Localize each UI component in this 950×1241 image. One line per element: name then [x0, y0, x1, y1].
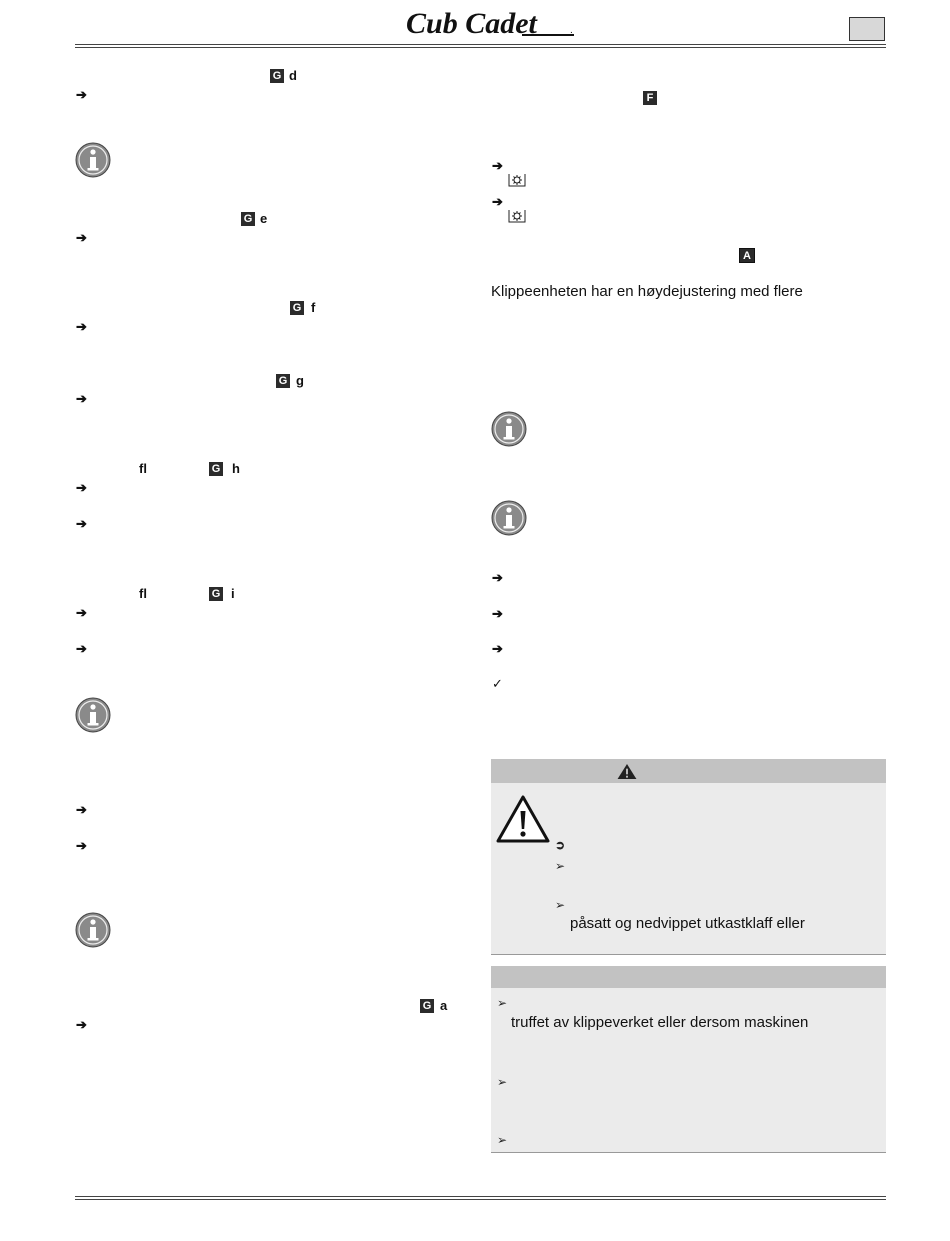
triangle-bullet: ➢ [555, 859, 566, 873]
ref-label-h: h [232, 461, 240, 476]
caution-panel [491, 988, 886, 1152]
arrow-bullet: ➔ [492, 194, 503, 209]
language-box [849, 17, 885, 41]
arrow-bullet: ➔ [76, 838, 87, 853]
ref-badge-g-g: G [276, 374, 290, 388]
ref-label-i: i [231, 586, 235, 601]
ref-badge-g-d: G [270, 69, 284, 83]
ref-badge-g-f: G [290, 301, 304, 315]
footer-rule-top [75, 1196, 886, 1197]
ref-badge-g-h: G [209, 462, 223, 476]
body-text: Klippeenheten har en høydejustering med flere [491, 283, 803, 300]
info-icon [75, 142, 111, 178]
cub-cadet-logo [402, 2, 582, 42]
warning-triangle-icon [496, 795, 550, 843]
triangle-bullet: ➢ [555, 898, 566, 912]
triangle-bullet: ➢ [497, 1075, 508, 1089]
warning-text-line: påsatt og nedvippet utkastklaff eller [570, 915, 805, 932]
arrow-bullet: ➔ [492, 641, 503, 656]
ref-label-f: f [311, 300, 316, 315]
caution-panel-bottom [491, 1152, 886, 1153]
circle-bullet: ➲ [555, 838, 566, 852]
arrow-bullet: ➔ [76, 641, 87, 656]
info-icon [491, 411, 527, 447]
ref-badge-g-e: G [241, 212, 255, 226]
info-icon [75, 697, 111, 733]
ref-label-g: g [296, 373, 304, 388]
caution-text-line: truffet av klippeverket eller dersom maskinen [511, 1014, 809, 1031]
info-icon [75, 912, 111, 948]
warning-small-icon [616, 763, 638, 780]
ref-badge-g-a: G [420, 999, 434, 1013]
arrow-bullet: ➔ [76, 319, 87, 334]
check-mark: ✓ [492, 676, 503, 691]
gear-setting-icon [508, 209, 526, 223]
footer-rule-bottom [75, 1199, 886, 1200]
gear-setting-icon [508, 173, 526, 187]
ref-prefix-fl: fl [139, 461, 147, 476]
brand-mark: . [570, 25, 573, 36]
warning-panel [491, 783, 886, 954]
caution-header-bar [491, 966, 886, 988]
arrow-bullet: ➔ [76, 516, 87, 531]
arrow-bullet: ➔ [76, 391, 87, 406]
header-rule-bottom [75, 47, 886, 48]
ref-label-e: e [260, 211, 268, 226]
arrow-bullet: ➔ [76, 230, 87, 245]
arrow-bullet: ➔ [76, 802, 87, 817]
ref-label-d: d [289, 68, 297, 83]
arrow-bullet: ➔ [492, 606, 503, 621]
arrow-bullet: ➔ [492, 570, 503, 585]
ref-badge-a: A [739, 248, 755, 263]
arrow-bullet: ➔ [76, 605, 87, 620]
arrow-bullet: ➔ [76, 480, 87, 495]
ref-badge-f: F [643, 91, 657, 105]
ref-badge-g-i: G [209, 587, 223, 601]
arrow-bullet: ➔ [492, 158, 503, 173]
ref-label-a: a [440, 998, 448, 1013]
info-icon [491, 500, 527, 536]
arrow-bullet: ➔ [76, 1017, 87, 1032]
triangle-bullet: ➢ [497, 996, 508, 1010]
ref-prefix-fl: fl [139, 586, 147, 601]
arrow-bullet: ➔ [76, 87, 87, 102]
warning-header-bar [491, 759, 886, 783]
warning-panel-bottom [491, 954, 886, 955]
triangle-bullet: ➢ [497, 1133, 508, 1147]
brand-text: Cub Cadet [406, 7, 537, 40]
header-rule-top [75, 44, 886, 45]
